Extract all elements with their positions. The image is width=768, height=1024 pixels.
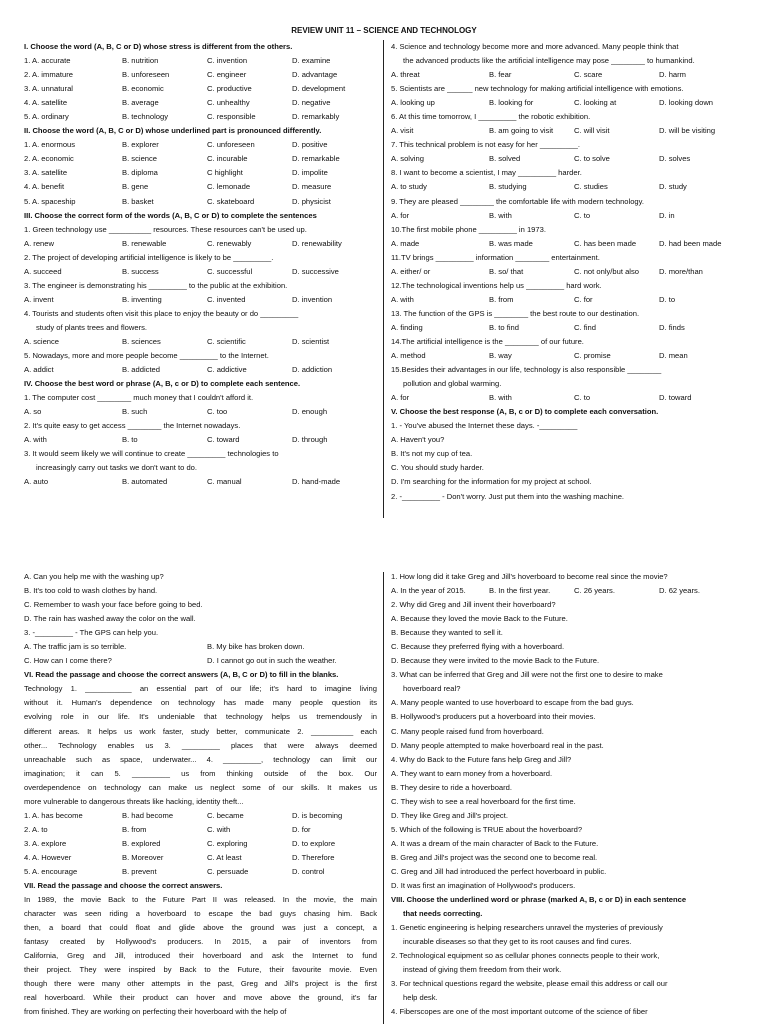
option-b: B. In the first year. xyxy=(489,586,551,596)
answer-options-row xyxy=(391,237,746,251)
passage-line: character was seen riding a hoverboard to escape the bad guys chasing him. Back xyxy=(24,909,377,919)
option-c: C. lemonade xyxy=(207,182,251,192)
question-text: 4. Why do Back to the Future fans help Greg and Jill? xyxy=(391,754,572,764)
answer-option: A. Because they loved the movie Back to the Future. xyxy=(391,614,568,624)
option-a: A. threat xyxy=(391,70,420,80)
question-text: 15.Besides their advantages in our life, technology is also responsible ________ xyxy=(391,365,662,375)
answer-options-row xyxy=(24,405,377,419)
option-c: C. skateboard xyxy=(207,196,255,206)
passage-line: though there were many other attempts in the past, Greg and Jill's project is the first xyxy=(24,979,377,989)
option-a: 5. A. spaceship xyxy=(24,196,76,206)
answer-options-row xyxy=(391,349,746,363)
option-a: A. to study xyxy=(391,182,427,192)
passage-line: unreachable such as space, underwater... 4. _________, technology can limit our xyxy=(24,754,377,764)
option-b: B. with xyxy=(489,393,512,403)
left-column xyxy=(24,570,377,1020)
option-b: B. from xyxy=(122,824,147,834)
question-text: 14.The artificial intelligence is the ________ of our future. xyxy=(391,336,584,346)
option-d: D. invention xyxy=(292,294,333,304)
question-text: 13. The function of the GPS is ________ the best route to our destination. xyxy=(391,308,640,318)
passage-line: In 1989, the movie Back to the Future Part II was released. In the movie, the main xyxy=(24,895,377,905)
answer-options-row xyxy=(24,363,377,377)
option-b: B. basket xyxy=(122,196,154,206)
answer-options-row xyxy=(24,335,377,349)
answer-options-row xyxy=(24,265,377,279)
answer-option: C. Remember to wash your face before going to bed. xyxy=(24,600,203,610)
option-b: B. prevent xyxy=(122,866,157,876)
answer-options-row xyxy=(391,96,746,110)
answer-option: C. They wish to see a real hoverboard for the first time. xyxy=(391,796,576,806)
option-a: A. looking up xyxy=(391,98,435,108)
question-text: 3. For technical questions regard the website, please email this address or call our xyxy=(391,979,668,989)
option-right: D. I cannot go out in such the weather. xyxy=(207,656,337,666)
option-c: C. too xyxy=(207,407,228,417)
passage-line: real hoverboard. While their product can hover and move above the ground, it's far xyxy=(24,993,377,1003)
option-left: C. How can I come there? xyxy=(24,656,112,666)
left-column xyxy=(24,40,377,490)
question-text: 2. The project of developing artificial intelligence is likely to be _________. xyxy=(24,252,274,262)
option-a: 2. A. immature xyxy=(24,70,73,80)
answer-options-row xyxy=(24,433,377,447)
option-c: C. studies xyxy=(574,182,608,192)
option-c: C. invented xyxy=(207,294,246,304)
passage-line: their project. They were inspired by Back to the Future, their favourite movie. Even xyxy=(24,965,377,975)
option-a: 4. A. benefit xyxy=(24,182,65,192)
passage-line: evolving role in our life. It's undeniable that technology helps us tremendously in xyxy=(24,712,377,722)
option-b: B. with xyxy=(489,210,512,220)
question-text: 3. The engineer is demonstrating his _________ to the public at the exhibition. xyxy=(24,280,288,290)
option-a: 3. A. explore xyxy=(24,838,67,848)
option-a: A. either/ or xyxy=(391,266,431,276)
answer-options-row xyxy=(391,209,746,223)
answer-option: C. Many people raised fund from hoverboard. xyxy=(391,726,544,736)
answer-option: A. Haven't you? xyxy=(391,435,445,445)
option-c: C. looking at xyxy=(574,98,617,108)
answer-options-row xyxy=(391,180,746,194)
question-text-continued: incurable diseases so that they get to its root causes and find cures. xyxy=(403,937,632,947)
option-b: B. renewable xyxy=(122,238,167,248)
answer-options-row xyxy=(24,237,377,251)
option-d: D. impolite xyxy=(292,168,328,178)
answer-option: C. You should study harder. xyxy=(391,463,484,473)
option-c: C. to xyxy=(574,210,591,220)
option-c: C. has been made xyxy=(574,238,637,248)
option-c: C highlight xyxy=(207,168,243,178)
section-heading: I. Choose the word (A, B, C or D) whose stress is different from the others. xyxy=(24,42,293,51)
option-d: D. measure xyxy=(292,182,332,192)
option-b: B. explorer xyxy=(122,140,159,150)
option-right: B. My bike has broken down. xyxy=(207,642,305,652)
option-b: B. science xyxy=(122,154,158,164)
answer-option: D. I'm searching for the information for my project at school. xyxy=(391,477,592,487)
option-a: A. finding xyxy=(391,322,423,332)
option-left: A. The traffic jam is so terrible. xyxy=(24,642,127,652)
answer-options-row xyxy=(24,865,377,879)
option-d: D. through xyxy=(292,435,328,445)
option-d: D. control xyxy=(292,866,325,876)
option-a: A. science xyxy=(24,336,60,346)
option-c: C. unhealthy xyxy=(207,98,250,108)
option-b: B. success xyxy=(122,266,159,276)
option-d: D. finds xyxy=(659,322,685,332)
question-text: 1. The computer cost ________ much money that I couldn't afford it. xyxy=(24,393,254,403)
option-b: B. solved xyxy=(489,154,521,164)
answer-option: B. Because they wanted to sell it. xyxy=(391,628,503,638)
section-heading: VI. Read the passage and choose the correct answers (A, B, C or D) to fill in the blanks. xyxy=(24,670,339,680)
option-b: B. from xyxy=(489,294,514,304)
option-c: C. scientific xyxy=(207,336,246,346)
question-text: 4. Science and technology become more and more advanced. Many people think that xyxy=(391,42,679,51)
option-d: D. examine xyxy=(292,56,331,66)
option-c: C. successful xyxy=(207,266,253,276)
question-text-continued: hoverboard real? xyxy=(403,684,461,694)
answer-options-row xyxy=(24,152,377,166)
passage-line: imagination; it can 5. _________ us from thinking outside of the box. Our xyxy=(24,768,377,778)
answer-option: A. Many people wanted to use hoverboard to escape from the bad guys. xyxy=(391,698,634,708)
option-a: 4. A. satellite xyxy=(24,98,68,108)
section-heading: III. Choose the correct form of the words (A, B, C or D) to complete the sentences xyxy=(24,210,317,220)
passage-line: fantasy created by Hollywood's producers. In 2015, a pair of inventors from xyxy=(24,937,377,947)
option-d: D. study xyxy=(659,182,687,192)
answer-option: A. They want to earn money from a hoverboard. xyxy=(391,768,553,778)
option-a: 2. A. to xyxy=(24,824,48,834)
option-b: B. to xyxy=(122,435,138,445)
answer-option: B. Greg and Jill's project was the second one to become real. xyxy=(391,852,598,862)
option-c: C. productive xyxy=(207,84,252,94)
option-d: D. physicist xyxy=(292,196,331,206)
option-c: C. became xyxy=(207,810,244,820)
option-a: 5. A. ordinary xyxy=(24,112,69,122)
answer-option: B. It's too cold to wash clothes by hand. xyxy=(24,586,158,596)
option-c: C. will visit xyxy=(574,126,610,136)
question-text-continued: the advanced products like the artificial intelligence may pose ________ to humankind. xyxy=(403,56,695,66)
answer-option: D. It was first an imagination of Hollywood's producers. xyxy=(391,881,576,891)
option-a: A. so xyxy=(24,407,42,417)
section-heading: V. Choose the best response (A, B, c or D) to complete each conversation. xyxy=(391,407,659,417)
answer-options-row xyxy=(24,475,377,489)
question-text: 2. It's quite easy to get access ________ the Internet nowadays. xyxy=(24,421,241,431)
question-text-continued: pollution and global warming. xyxy=(403,379,502,389)
passage-line: different areas. It helps us work faster, study better, communicate 2. __________ each xyxy=(24,726,377,736)
option-b: B. unforeseen xyxy=(122,70,170,80)
option-c: C. scare xyxy=(574,70,603,80)
answer-options-row xyxy=(391,293,746,307)
option-a: A. with xyxy=(24,435,47,445)
answer-options-row xyxy=(24,293,377,307)
question-text-continued: help desk. xyxy=(403,993,438,1003)
answer-option: A. Can you help me with the washing up? xyxy=(24,572,164,581)
answer-option: A. It was a dream of the main character of Back to the Future. xyxy=(391,838,599,848)
option-d: D. enough xyxy=(292,407,328,417)
option-d: D. more/than xyxy=(659,266,703,276)
question-text: 9. They are pleased ________ the comfortable life with modern technology. xyxy=(391,196,645,206)
answer-options-row xyxy=(24,823,377,837)
option-c: C. promise xyxy=(574,351,611,361)
option-d: D. renewability xyxy=(292,238,342,248)
option-c: C. engineer xyxy=(207,70,247,80)
option-c: C. to xyxy=(574,393,591,403)
option-c: C. responsible xyxy=(207,112,256,122)
option-c: C. to solve xyxy=(574,154,610,164)
option-b: B. to find xyxy=(489,322,519,332)
option-c: C. invention xyxy=(207,56,248,66)
question-text: 5. Scientists are ______ new technology for making artificial intelligence with emotions. xyxy=(391,84,684,94)
option-c: C. find xyxy=(574,322,596,332)
passage-line: overdependence on technology can make us neglect some of our skills. It makes us xyxy=(24,782,377,792)
answer-option: D. The rain has washed away the color on the wall. xyxy=(24,614,196,624)
answer-option: D. Many people attempted to make hoverboard real in the past. xyxy=(391,740,604,750)
option-b: B. am going to visit xyxy=(489,126,554,136)
question-text: 12.The technological inventions help us _________ hard work. xyxy=(391,280,602,290)
option-b: B. automated xyxy=(122,477,168,487)
answer-options-row xyxy=(391,391,746,405)
option-a: A. auto xyxy=(24,477,49,487)
option-b: B. economic xyxy=(122,84,164,94)
section-heading: VII. Read the passage and choose the correct answers. xyxy=(24,881,223,891)
question-text: 4. Fiberscopes are one of the most important outcome of the science of fiber xyxy=(391,1007,648,1017)
option-b: B. so/ that xyxy=(489,266,524,276)
answer-options-row xyxy=(24,809,377,823)
option-b: B. inventing xyxy=(122,294,162,304)
option-d: D. remarkably xyxy=(292,112,340,122)
option-a: A. visit xyxy=(391,126,414,136)
page-gap xyxy=(0,530,768,560)
option-a: A. addict xyxy=(24,365,54,375)
section-heading: VIII. Choose the underlined word or phrase (marked A, B, c or D) in each sentence xyxy=(391,895,687,905)
option-d: D. harm xyxy=(659,70,687,80)
option-b: B. Moreover xyxy=(122,852,164,862)
question-text: 3. -_________ - The GPS can help you. xyxy=(24,628,159,638)
option-b: B. studying xyxy=(489,182,527,192)
question-text: 5. Nowadays, more and more people become _________ to the Internet. xyxy=(24,351,269,361)
option-c: C. incurable xyxy=(207,154,248,164)
question-text: 1. How long did it take Greg and Jill's hoverboard to become real since the movie? xyxy=(391,572,668,581)
question-text: 5. Which of the following is TRUE about the hoverboard? xyxy=(391,824,583,834)
option-c: C. toward xyxy=(207,435,240,445)
answer-options-row xyxy=(391,321,746,335)
answer-options-row xyxy=(24,96,377,110)
option-a: 3. A. unnatural xyxy=(24,84,73,94)
answer-options-row xyxy=(24,138,377,152)
section-heading-continued: that needs correcting. xyxy=(403,909,483,919)
option-a: A. renew xyxy=(24,238,54,248)
right-column xyxy=(391,40,746,504)
option-d: D. looking down xyxy=(659,98,714,108)
option-b: B. nutrition xyxy=(122,56,159,66)
answer-options-row xyxy=(391,124,746,138)
question-text: 2. Why did Greg and Jill invent their hoverboard? xyxy=(391,600,556,610)
question-text: 1. Genetic engineering is helping researchers unravel the mysteries of previously xyxy=(391,923,663,933)
question-text: 10.The first mobile phone _________ in 1973. xyxy=(391,224,546,234)
option-b: B. had become xyxy=(122,810,174,820)
answer-options-row xyxy=(24,166,377,180)
question-text: 8. I want to become a scientist, I may _________ harder. xyxy=(391,168,582,178)
answer-options-row xyxy=(24,180,377,194)
answer-options-row xyxy=(24,851,377,865)
section-heading: IV. Choose the best word or phrase (A, B, c or D) to complete each sentence. xyxy=(24,379,301,389)
option-b: B. sciences xyxy=(122,336,161,346)
option-d: D. addiction xyxy=(292,365,333,375)
option-c: C. At least xyxy=(207,852,242,862)
option-a: 5. A. encourage xyxy=(24,866,78,876)
question-text: 3. It would seem likely we will continue to create _________ technologies to xyxy=(24,449,279,459)
option-a: A. for xyxy=(391,393,410,403)
option-a: 3. A. satellite xyxy=(24,168,68,178)
option-d: D. will be visiting xyxy=(659,126,716,136)
answer-options-row xyxy=(391,265,746,279)
passage-line: more vulnerable to dangerous threats like hacking, identity theft... xyxy=(24,796,244,806)
option-a: A. method xyxy=(391,351,426,361)
option-d: D. had been made xyxy=(659,238,722,248)
option-a: A. invent xyxy=(24,294,54,304)
answer-option: D. They like Greg and Jill's project. xyxy=(391,810,508,820)
option-d: D. remarkable xyxy=(292,154,340,164)
option-d: D. Therefore xyxy=(292,852,335,862)
option-a: 2. A. economic xyxy=(24,154,74,164)
passage-line: other... Technology enables us 3. _________ places that were always deemed xyxy=(24,740,377,750)
option-c: C. not only/but also xyxy=(574,266,640,276)
option-b: B. addicted xyxy=(122,365,160,375)
option-a: A. solving xyxy=(391,154,424,164)
answer-options-row xyxy=(391,68,746,82)
option-b: B. gene xyxy=(122,182,149,192)
question-text: 2. Technological equipment so as cellular phones connects people to their work, xyxy=(391,951,660,961)
column-divider xyxy=(383,40,384,518)
option-b: B. explored xyxy=(122,838,161,848)
option-d: D. toward xyxy=(659,393,692,403)
column-divider xyxy=(383,572,384,1024)
option-d: D. successive xyxy=(292,266,339,276)
passage-line: California, Greg and Jill, introduced their hoverboard and ask the Internet to fund xyxy=(24,951,377,961)
option-a: 1. A. has become xyxy=(24,810,83,820)
answer-options-row xyxy=(24,68,377,82)
question-text-continued: increasingly carry out tasks we don't want to do. xyxy=(36,463,197,473)
question-text: 2. -_________ - Don't worry. Just put them into the washing machine. xyxy=(391,491,625,501)
option-b: B. looking for xyxy=(489,98,534,108)
worksheet-page-2 xyxy=(0,560,768,1024)
option-d: D. solves xyxy=(659,154,691,164)
option-d: D. scientist xyxy=(292,336,330,346)
option-c: C. persuade xyxy=(207,866,249,876)
option-d: D. to explore xyxy=(292,838,336,848)
option-c: C. for xyxy=(574,294,593,304)
option-d: D. to xyxy=(659,294,676,304)
answer-option: B. Hollywood's producers put a hoverboard into their movies. xyxy=(391,712,596,722)
option-a: A. with xyxy=(391,294,414,304)
option-b: B. such xyxy=(122,407,148,417)
question-text: 1. Green technology use __________ resources. These resources can't be used up. xyxy=(24,224,307,234)
option-b: B. was made xyxy=(489,238,533,248)
option-a: A. succeed xyxy=(24,266,62,276)
option-d: D. development xyxy=(292,84,346,94)
passage-hoverboard xyxy=(24,893,377,1019)
answer-options-row xyxy=(24,110,377,124)
answer-options-row xyxy=(24,82,377,96)
option-a: 4. A. However xyxy=(24,852,72,862)
question-text: 3. What can be inferred that Greg and Jill were not the first one to desire to make xyxy=(391,670,663,680)
option-c: C. addictive xyxy=(207,365,247,375)
option-b: B. fear xyxy=(489,70,512,80)
passage-line: from finished. They are working on perfecting their hoverboard with the help of xyxy=(24,1007,287,1017)
answer-option: D. Because they were invited to the movie Back to the Future. xyxy=(391,656,600,666)
option-a: A. In the year of 2015. xyxy=(391,586,466,596)
option-d: D. advantage xyxy=(292,70,338,80)
option-d: D. for xyxy=(292,824,311,834)
passage-line: Technology 1. ___________ an essential part of our life; it's hard to imagine living xyxy=(24,684,377,694)
passage-line: then, a board that could float and glide above the ground was just a concept, a xyxy=(24,923,377,933)
question-text: 4. Tourists and students often visit this place to enjoy the beauty or do _________ xyxy=(24,308,299,318)
option-c: C. exploring xyxy=(207,838,248,848)
option-c: C. manual xyxy=(207,477,242,487)
answer-options-row xyxy=(24,640,377,654)
passage-technology xyxy=(24,682,377,808)
option-c: C. renewably xyxy=(207,238,252,248)
option-d: D. 62 years. xyxy=(659,586,700,596)
answer-options-row xyxy=(24,654,377,668)
right-column xyxy=(391,570,746,1020)
option-d: D. hand-made xyxy=(292,477,341,487)
option-b: B. technology xyxy=(122,112,169,122)
question-text-continued: instead of giving them freedom from their work. xyxy=(403,965,562,975)
option-c: C. unforeseen xyxy=(207,140,255,150)
option-d: D. mean xyxy=(659,351,688,361)
question-text: 6. At this time tomorrow, I _________ the robotic exhibition. xyxy=(391,112,591,122)
option-a: 1. A. accurate xyxy=(24,56,71,66)
question-text: 7. This technical problem is not easy for her _________. xyxy=(391,140,580,150)
question-text-continued: study of plants trees and flowers. xyxy=(36,322,148,332)
answer-options-row xyxy=(391,584,746,598)
option-b: B. way xyxy=(489,351,512,361)
answer-option: B. They desire to ride a hoverboard. xyxy=(391,782,513,792)
answer-options-row xyxy=(24,54,377,68)
passage-line: without it. Human's dependence on technology has made many people question its xyxy=(24,698,377,708)
option-d: D. positive xyxy=(292,140,328,150)
option-b: B. average xyxy=(122,98,159,108)
option-a: A. made xyxy=(391,238,420,248)
page-title: REVIEW UNIT 11 – SCIENCE AND TECHNOLOGY xyxy=(291,26,477,35)
answer-options-row xyxy=(24,837,377,851)
option-c: C. with xyxy=(207,824,231,834)
option-a: A. for xyxy=(391,210,410,220)
section-heading: II. Choose the word (A, B, C or D) whose underlined part is pronounced differently. xyxy=(24,126,322,136)
answer-option: B. It's not my cup of tea. xyxy=(391,449,473,459)
option-d: D. is becoming xyxy=(292,810,343,820)
answer-option: C. Greg and Jill had introduced the perfect hoverboard in public. xyxy=(391,866,607,876)
option-d: D. negative xyxy=(292,98,331,108)
question-text: 11.TV brings _________ information ________ entertainment. xyxy=(391,252,600,262)
option-c: C. 26 years. xyxy=(574,586,615,596)
answer-options-row xyxy=(24,195,377,209)
answer-option: C. Because they preferred flying with a hoverboard. xyxy=(391,642,565,652)
question-text: 1. - You've abused the Internet these days. -_________ xyxy=(391,421,578,431)
answer-options-row xyxy=(391,152,746,166)
option-d: D. in xyxy=(659,210,675,220)
option-b: B. diploma xyxy=(122,168,158,178)
option-a: 1. A. enormous xyxy=(24,140,76,150)
